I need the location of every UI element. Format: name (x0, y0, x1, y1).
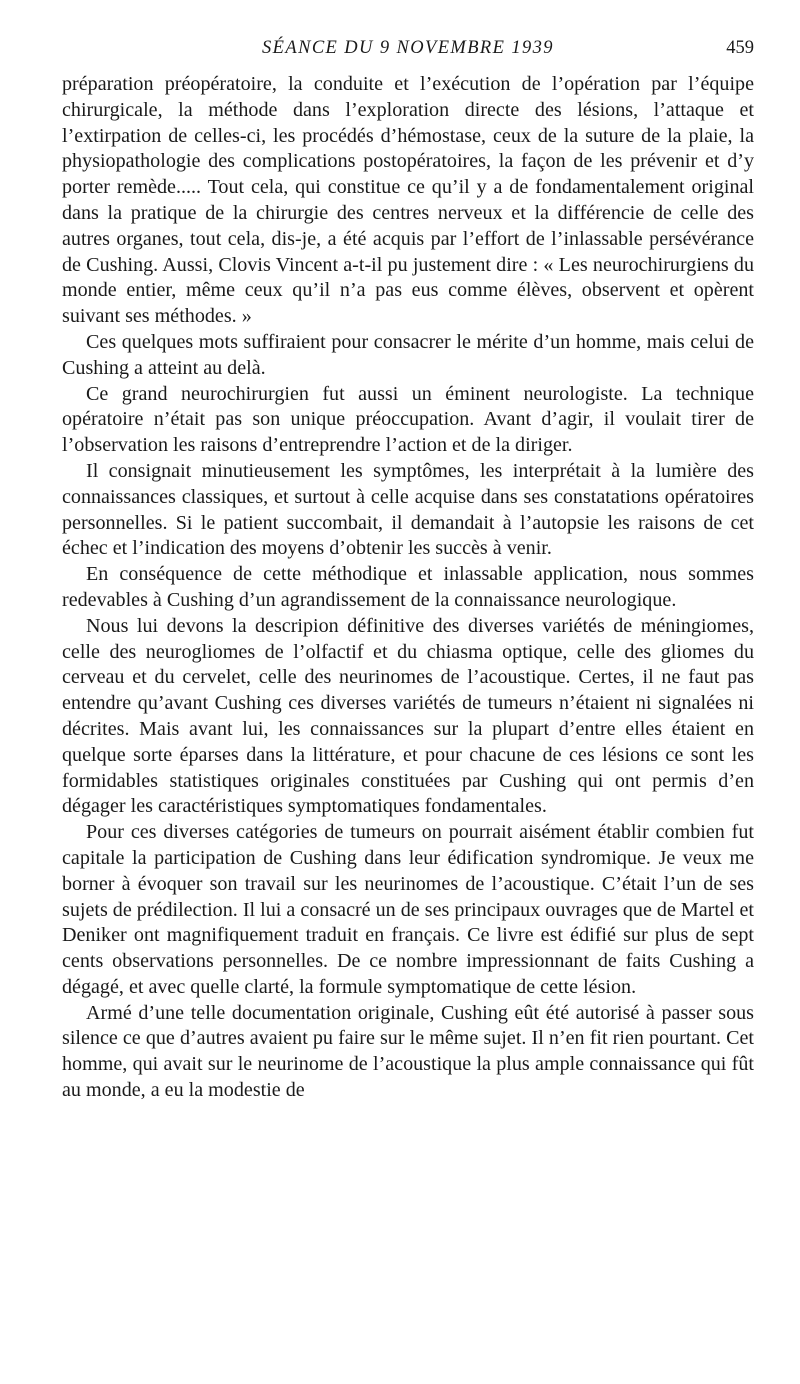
body-text (62, 72, 754, 1104)
page-number: 459 (726, 38, 754, 58)
running-title: SÉANCE DU 9 NOVEMBRE 1939 (262, 38, 554, 58)
paragraph: Il consignait minutieusement les symptômes, les interprétait à la lumière des connaissances classiques, et surtout à celle acquise dans ses constatations opératoires personnelles. Si le patient succombait, il demandait à l’autopsie les raisons de cet échec et l’indication des moyens d’obtenir les succès à venir. (62, 459, 754, 560)
paragraph: Armé d’une telle documentation originale, Cushing eût été autorisé à passer sous silence ce que d’autres avaient pu faire sur le même sujet. Il n’en fit rien pourtant. Cet homme, qui avait sur le neurinome de l’acoustique la plus ample connaissance qui fût au monde, a eu la modestie de (62, 1001, 754, 1102)
paragraph: Nous lui devons la descripion définitive des diverses variétés de méningiomes, celle des neurogliomes de l’olfactif et du chiasma optique, celle des gliomes du cerveau et du cervelet, celle des neurinomes de l’acoustique. Certes, il ne faut pas entendre qu’avant Cushing ces diverses variétés de tumeurs n’étaient ni signalées ni décrites. Mais avant lui, les connaissances sur la plupart d’entre elles étaient en quelque sorte éparses dans la littérature, et pour chacune de ces lésions ce sont les formidables statistiques originales constituées par Cushing qui ont permis d’en dégager les caractéristiques symptomatiques fondamentales. (62, 614, 754, 818)
paragraph: Ce grand neurochirurgien fut aussi un éminent neurologiste. La technique opératoire n’était pas son unique préoccupation. Avant d’agir, il voulait tirer de l’observation les raisons d’entreprendre l’action et de la diriger. (62, 382, 754, 457)
running-header (62, 36, 754, 62)
paragraph: En conséquence de cette méthodique et inlassable application, nous sommes redevables à Cushing d’un agrandissement de la connaissance neurologique. (62, 563, 754, 611)
paragraph: préparation préopératoire, la conduite et l’exécution de l’opération par l’équipe chirurgicale, la méthode dans l’exploration directe des lésions, l’attaque et l’extirpation de celles-ci, les procédés d’hémostase, ceux de la suture de la plaie, la physiopathologie des complications postopératoires, la façon de les prévenir et d’y porter remède..... Tout cela, qui constitue ce qu’il y a de fondamentalement original dans la pratique de la chirurgie des centres nerveux et la différencie de celle des autres organes, tout cela, dis-je, a été acquis par l’effort de l’inlassable persévérance de Cushing. Aussi, Clovis Vincent a-t-il pu justement dire : « Les neurochirurgiens du monde entier, même ceux qu’il n’a pas eus comme élèves, observent et opèrent suivant ses méthodes. » (62, 73, 754, 328)
paragraph: Pour ces diverses catégories de tumeurs on pourrait aisément établir combien fut capitale la participation de Cushing dans leur édification syndromique. Je veux me borner à évoquer son travail sur les neurinomes de l’acoustique. C’était l’un de ses sujets de prédilection. Il lui a consacré un de ses principaux ouvrages que de Martel et Deniker ont magnifiquement traduit en français. Ce livre est édifié sur plus de sept cents observations personnelles. De ce nombre impressionnant de faits Cushing a dégagé, et avec quelle clarté, la formule symptomatique de cette lésion. (62, 821, 754, 998)
paragraph: Ces quelques mots suffiraient pour consacrer le mérite d’un homme, mais celui de Cushing a atteint au delà. (62, 330, 754, 379)
